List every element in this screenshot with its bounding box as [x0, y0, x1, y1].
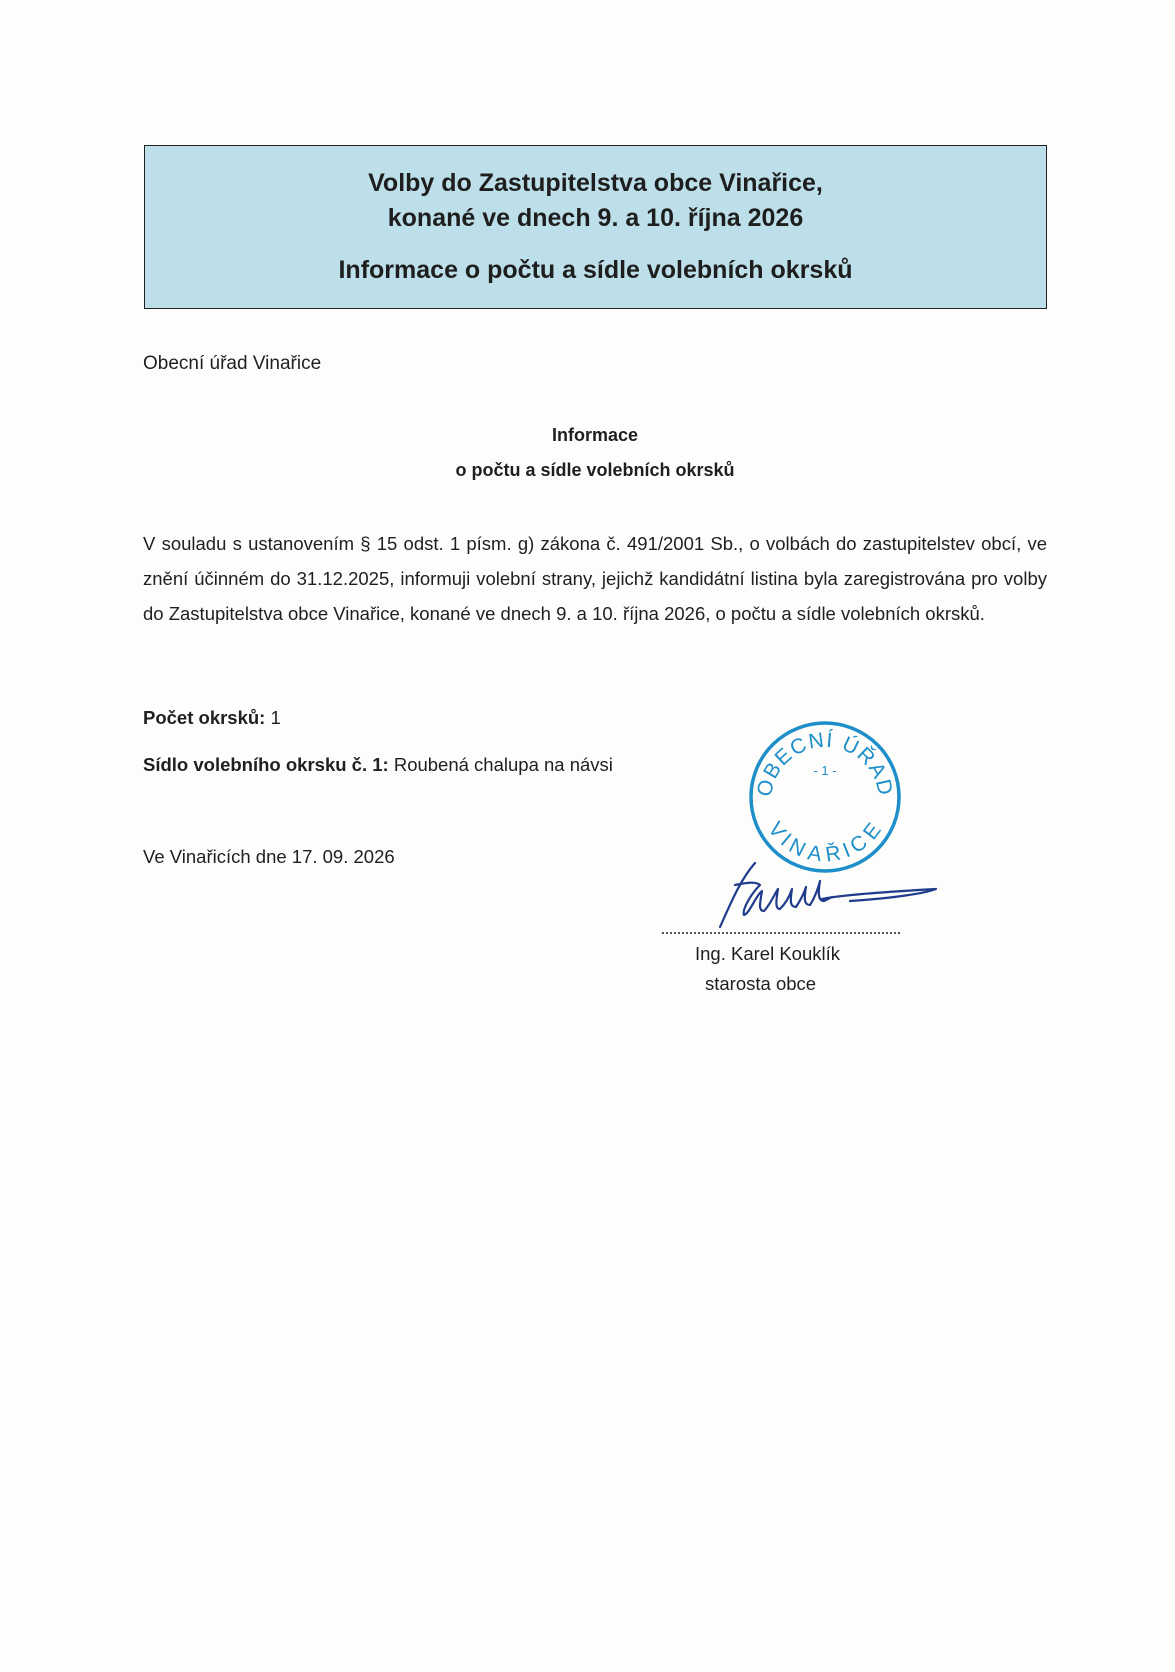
official-stamp	[745, 717, 905, 877]
office-name: Obecní úřad Vinařice	[143, 353, 322, 374]
info-subtitle: o počtu a sídle volebních okrsků	[455, 460, 735, 480]
header-title-line1: Volby do Zastupitelstva obce Vinařice,	[368, 169, 823, 197]
date-line: Ve Vinařicích dne 17. 09. 2026	[143, 846, 395, 867]
stamp-bottom-text: VINAŘICE	[763, 817, 887, 867]
district-seat-value: Roubená chalupa na návsi	[393, 754, 613, 775]
district-seat-label: Sídlo volebního okrsku č. 1:	[143, 754, 389, 775]
header-subtitle: Informace o počtu a sídle volebních okrsků	[338, 256, 853, 284]
district-count-value: 1	[270, 707, 281, 728]
signer-name: Ing. Karel Kouklík	[695, 943, 840, 964]
signature-stroke	[720, 863, 936, 927]
district-count-label: Počet okrsků:	[143, 707, 266, 728]
signer-role: starosta obce	[705, 973, 817, 994]
header-title-line2: konané ve dnech 9. a 10. října 2026	[387, 204, 804, 232]
body-paragraph: V souladu s ustanovením § 15 odst. 1 písm. g) zákona č. 491/2001 Sb., o volbách do zastupitelstev obcí, ve znění účinném do 31.12.2025, informuji volební strany, jejichž kandidátní listina byla zaregistrována pro volby do Zastupitelstva obce Vinařice, konané ve dnech 9. a 10. října 2026, o počtu a sídle volebních okrsků.	[143, 533, 1047, 624]
stamp-top-text: OBECNÍ ÚŘAD	[752, 728, 898, 799]
district-count	[143, 706, 281, 730]
signature-line	[662, 922, 900, 934]
district-seat	[143, 753, 613, 777]
stamp-number: - 1 -	[813, 763, 837, 778]
info-title: Informace	[551, 425, 639, 445]
header-box	[144, 145, 1047, 309]
